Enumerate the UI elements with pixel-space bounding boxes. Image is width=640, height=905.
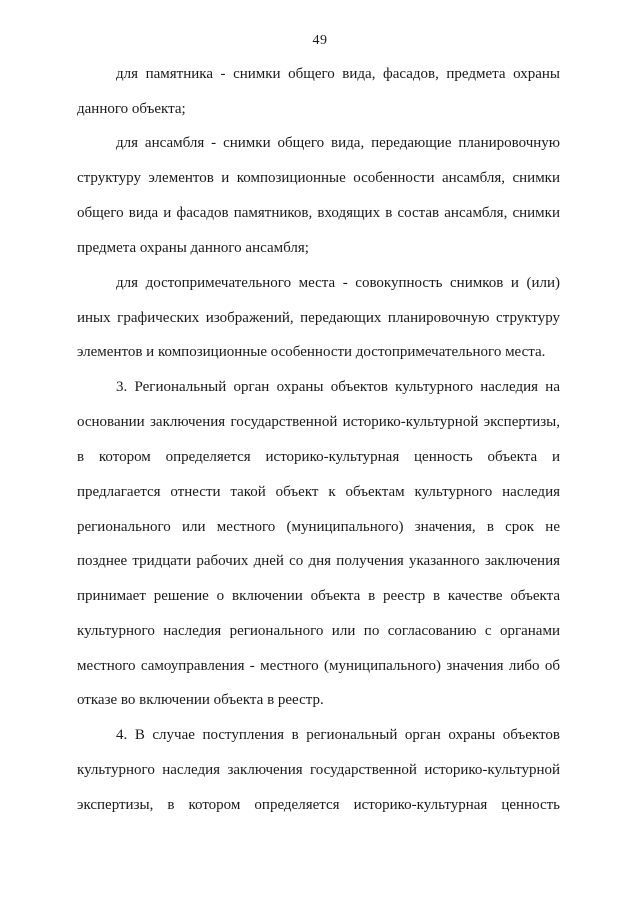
text-line: 3. Региональный орган охраны объектов культурного наследия на (116, 379, 560, 395)
text-line: общего вида и фасадов памятников, входящих в состав ансамбля, снимки (77, 205, 560, 221)
text-line: регионального или местного (муниципального) значения, в срок не (77, 519, 560, 535)
text-line: основании заключения государственной историко-культурной экспертизы, (77, 414, 560, 430)
text-line: местного самоуправления - местного (муниципального) значения либо об (77, 658, 560, 674)
text-line: данного объекта; (77, 101, 186, 117)
text-line: экспертизы, в котором определяется историко-культурная ценность (77, 797, 560, 813)
text-line: позднее тридцати рабочих дней со дня получения указанного заключения (77, 553, 560, 569)
text-line: 4. В случае поступления в региональный орган охраны объектов (116, 727, 560, 743)
text-line: отказе во включении объекта в реестр. (77, 692, 324, 708)
text-line: для достопримечательного места - совокупность снимков и (или) (116, 275, 560, 291)
text-line: предмета охраны данного ансамбля; (77, 240, 309, 256)
text-line: для памятника - снимки общего вида, фасадов, предмета охраны (116, 66, 560, 82)
text-line: культурного наследия регионального или по согласованию с органами (77, 623, 560, 639)
text-line: элементов и композиционные особенности достопримечательного места. (77, 344, 546, 360)
text-line: для ансамбля - снимки общего вида, передающие планировочную (116, 135, 560, 151)
text-line: иных графических изображений, передающих планировочную структуру (77, 310, 560, 326)
page-number: 49 (312, 33, 328, 48)
text-line: в котором определяется историко-культурная ценность объекта и (77, 449, 560, 465)
text-line: предлагается отнести такой объект к объектам культурного наследия (77, 484, 560, 500)
text-line: принимает решение о включении объекта в реестр в качестве объекта (77, 588, 560, 604)
text-line: культурного наследия заключения государственной историко-культурной (77, 762, 560, 778)
text-line: структуру элементов и композиционные особенности ансамбля, снимки (77, 170, 560, 186)
